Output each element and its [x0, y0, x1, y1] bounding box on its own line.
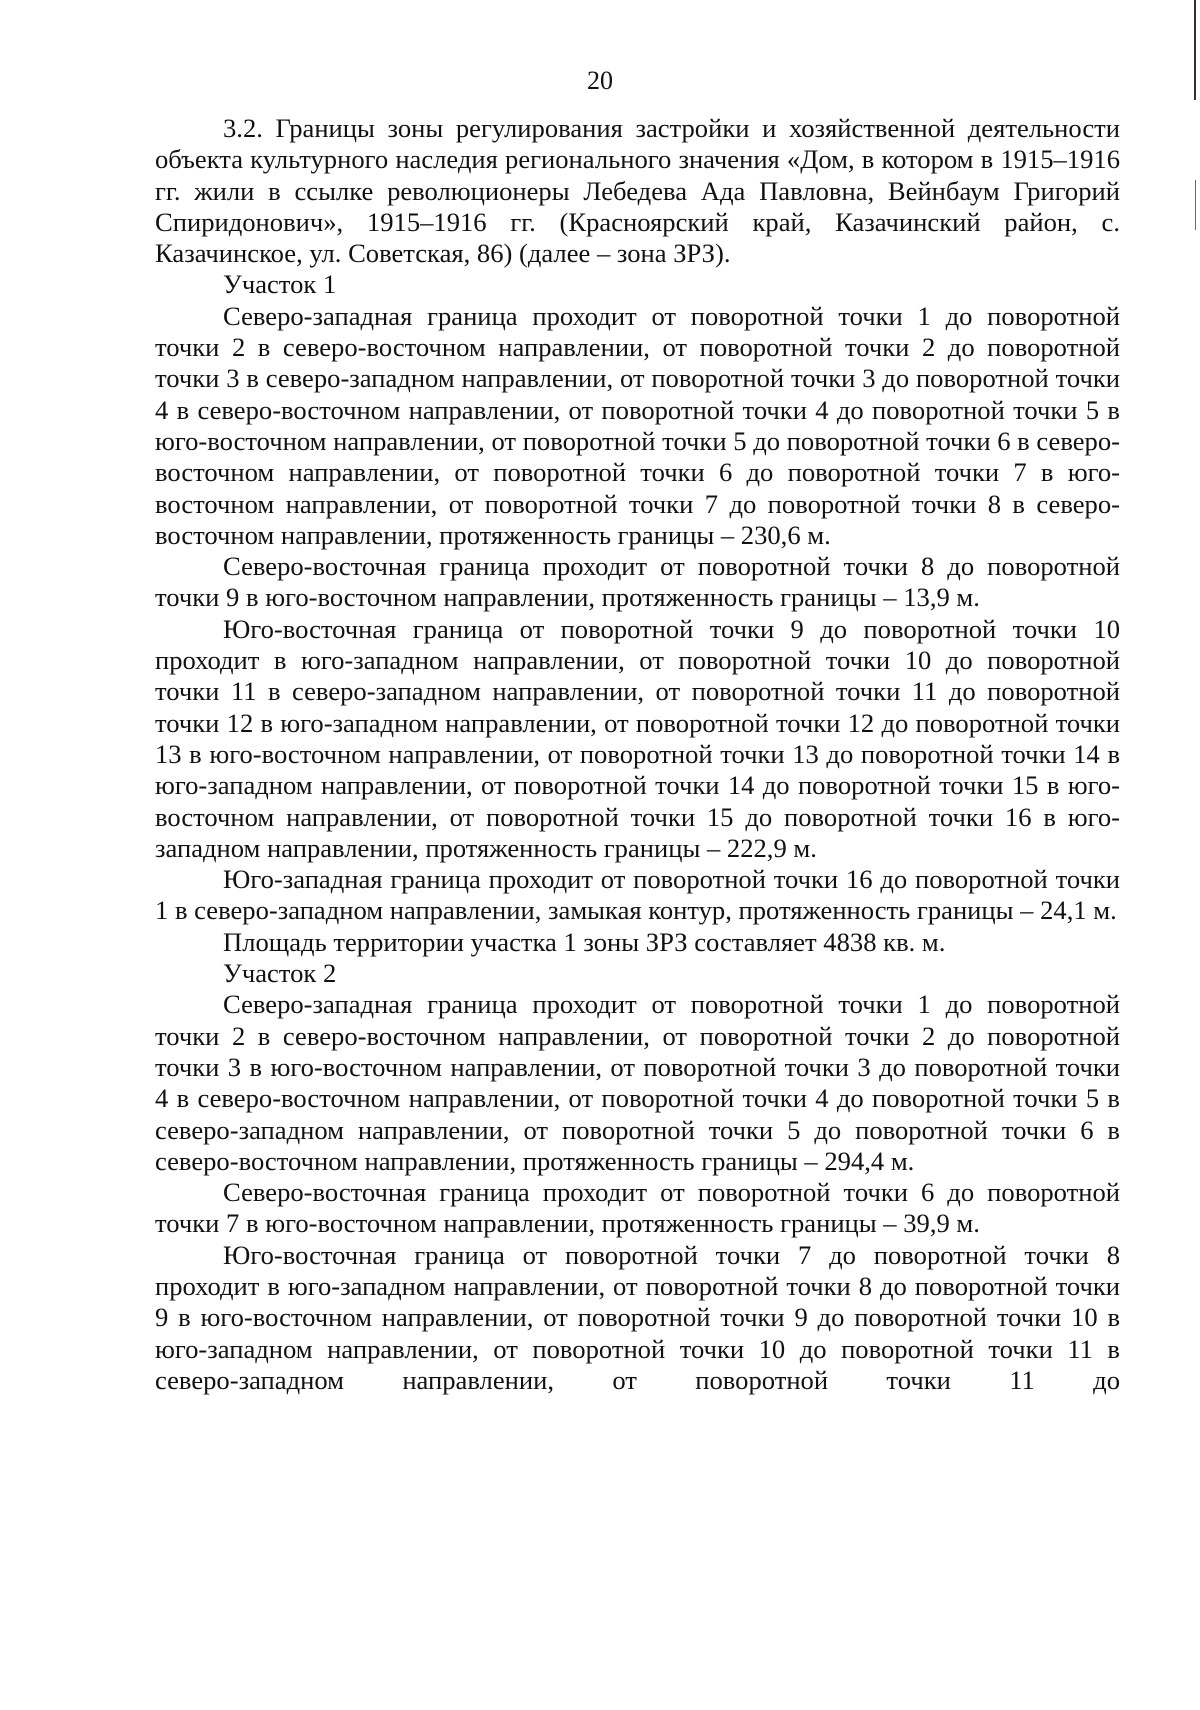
paragraph-northeast-boundary-plot-1: Северо-восточная граница проходит от поворотной точки 8 до поворотной точки 9 в юго-восточном направлении, протяженность границы – 13,9 м. — [155, 551, 1120, 613]
plot-heading-2: Участок 2 — [223, 958, 337, 989]
section-paragraph-3-2: 3.2. Границы зоны регулирования застройки и хозяйственной деятельности объекта культурного наследия регионального значения «Дом, в котором в 1915–1916 гг. жили в ссылке революционеры Лебедева Ада Павловна, Вейнбаум Григорий Спиридонович», 1915–1916 гг. (Красноярский край, Казачинский район, с. Казачинское, ул. Советская, 86) (далее – зона ЗРЗ). — [155, 113, 1120, 269]
page-number: 20 — [587, 66, 613, 95]
paragraph-southeast-boundary-plot-1: Юго-восточная граница от поворотной точки 9 до поворотной точки 10 проходит в юго-западном направлении, от поворотной точки 10 до поворотной точки 11 в северо-западном направлении, от поворотной точки 11 до поворотной точки 12 в юго-западном направлении, от поворотной точки 12 до поворотной точки 13 в юго-восточном направлении, от поворотной точки 13 до поворотной точки 14 в юго-западном направлении, от поворотной точки 14 до поворотной точки 15 в юго-восточном направлении, от поворотной точки 15 до поворотной точки 16 в юго-западном направлении, протяженность границы – 222,9 м. — [155, 613, 1120, 863]
paragraph-northwest-boundary-plot-1: Северо-западная граница проходит от поворотной точки 1 до поворотной точки 2 в северо-восточном направлении, от поворотной точки 2 до поворотной точки 3 в северо-западном направлении, от поворотной точки 3 до поворотной точки 4 в северо-восточном направлении, от поворотной точки 4 до поворотной точки 5 в юго-восточном направлении, от поворотной точки 5 до поворотной точки 6 в северо-восточном направлении, от поворотной точки 6 до поворотной точки 7 в юго-восточном направлении, от поворотной точки 7 до поворотной точки 8 в северо-восточном направлении, протяженность границы – 230,6 м. — [155, 300, 1120, 550]
plot-heading-1: Участок 1 — [223, 269, 337, 300]
paragraph-area-plot-1: Площадь территории участка 1 зоны ЗРЗ составляет 4838 кв. м. — [223, 926, 946, 957]
document-body — [155, 113, 1120, 1396]
scan-edge-line — [1195, 180, 1196, 230]
paragraph-northeast-boundary-plot-2: Северо-восточная граница проходит от поворотной точки 6 до поворотной точки 7 в юго-восточном направлении, протяженность границы – 39,9 м. — [155, 1177, 1120, 1239]
paragraph-southwest-boundary-plot-1: Юго-западная граница проходит от поворотной точки 16 до поворотной точки 1 в северо-западном направлении, замыкая контур, протяженность границы – 24,1 м. — [155, 864, 1120, 926]
paragraph-southeast-boundary-plot-2: Юго-восточная граница от поворотной точки 7 до поворотной точки 8 проходит в юго-западном направлении, от поворотной точки 8 до поворотной точки 9 в юго-восточном направлении, от поворотной точки 9 до поворотной точки 10 в юго-западном направлении, от поворотной точки 10 до поворотной точки 11 в северо-западном направлении, от поворотной точки 11 до — [155, 1239, 1120, 1395]
paragraph-northwest-boundary-plot-2: Северо-западная граница проходит от поворотной точки 1 до поворотной точки 2 в северо-восточном направлении, от поворотной точки 2 до поворотной точки 3 в юго-восточном направлении, от поворотной точки 3 до поворотной точки 4 в северо-восточном направлении, от поворотной точки 4 до поворотной точки 5 в северо-западном направлении, от поворотной точки 5 до поворотной точки 6 в северо-восточном направлении, протяженность границы – 294,4 м. — [155, 989, 1120, 1176]
